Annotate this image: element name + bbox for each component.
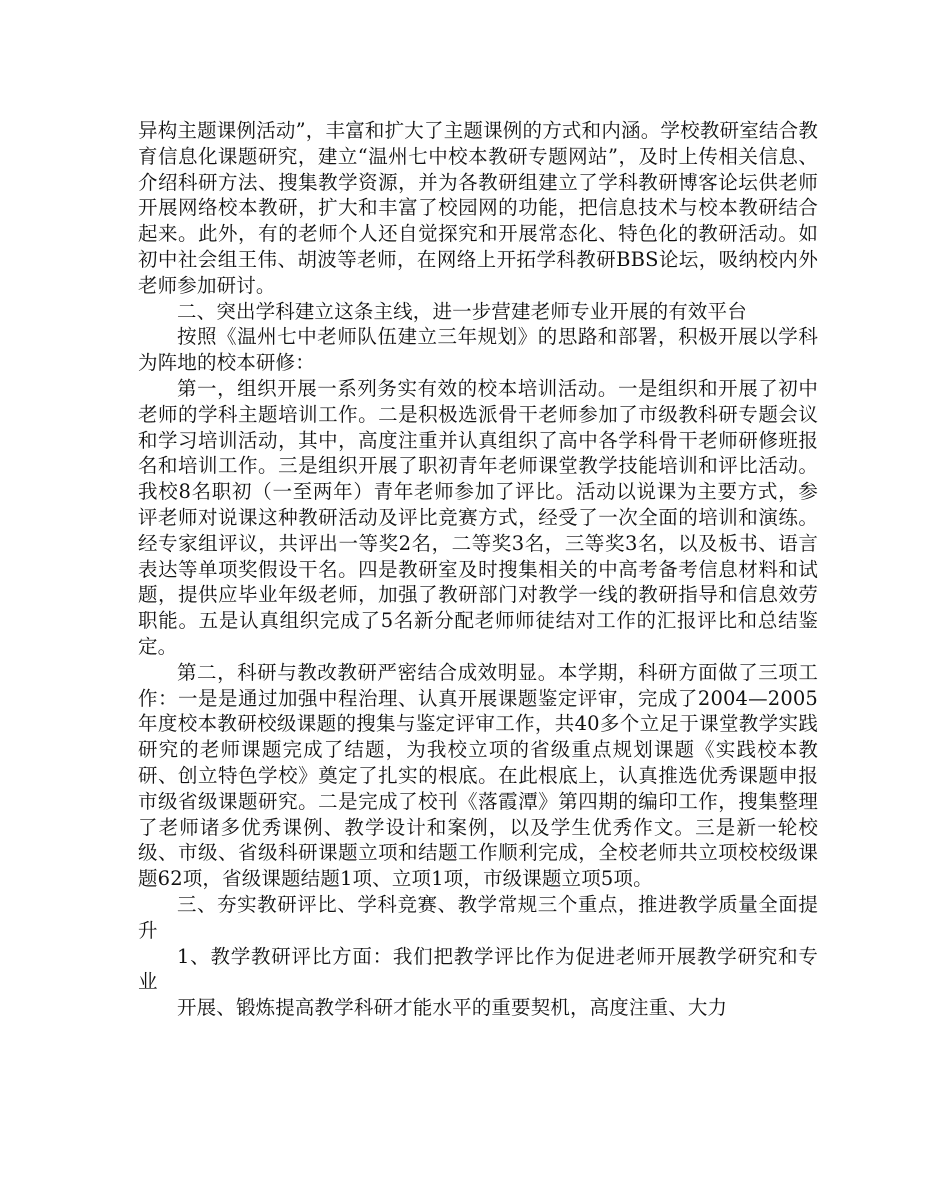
paragraph-plan: 按照《温州七中老师队伍建立三年规划》的思路和部署，积极开展以学科为阵地的校本研修：	[138, 325, 818, 375]
section-heading-2: 二、突出学科建立这条主线，进一步营建老师专业开展的有效平台	[177, 299, 747, 323]
paragraph-second: 第二，科研与教改教研严密结合成效明显。本学期，科研方面做了三项工作：一是是通过加强中程治理、认真开展课题鉴定评审，完成了2004—2005年度校本教研校级课题的搜集与鉴定评审工作，共40多个立足于课堂教学实践研究的老师课题完成了结题，为我校立项的省级重点规划课题《实践校本教研、创立特色学校》奠定了扎实的根底。在此根底上，认真推选优秀课题申报市级省级课题研究。二是完成了校刊《落霞潭》第四期的编印工作，搜集整理了老师诸多优秀课例、教学设计和案例，以及学生优秀作文。三是新一轮校级、市级、省级科研课题立项和结题工作顺利完成，全校老师共立项校校级课题62项，省级课题结题1项、立项1项，市级课题立项5项。	[138, 660, 818, 891]
paragraph-intro-continued: 异构主题课例活动”，丰富和扩大了主题课例的方式和内涵。学校教研室结合教育信息化课题研究，建立“温州七中校本教研专题网站”，及时上传相关信息、介绍科研方法、搜集教学资源，并为各教研组建立了学科教研博客论坛供老师开展网络校本教研，扩大和丰富了校园网的功能，把信息技术与校本教研结合起来。此外，有的老师个人还自觉探究和开展常态化、特色化的教研活动。如初中社会组王伟、胡波等老师，在网络上开拓学科教研BBS论坛，吸纳校内外老师参加研讨。	[138, 119, 818, 297]
paragraph-item-1: 1、教学教研评比方面：我们把教学评比作为促进老师开展教学研究和专业	[138, 944, 818, 994]
paragraph-item-1-continued: 开展、锻炼提高教学科研才能水平的重要契机，高度注重、大力	[177, 996, 728, 1020]
document-body	[138, 118, 818, 1021]
paragraph-first: 第一，组织开展一系列务实有效的校本培训活动。一是组织和开展了初中老师的学科主题培训工作。二是积极选派骨干老师参加了市级教科研专题会议和学习培训活动，其中，高度注重并认真组织了高中各学科骨干老师研修班报名和培训工作。三是组织开展了职初青年老师课堂教学技能培训和评比活动。我校8名职初（一至两年）青年老师参加了评比。活动以说课为主要方式，参评老师对说课这种教研活动及评比竞赛方式，经受了一次全面的培训和演练。经专家组评议，共评出一等奖2名，二等奖3名，三等奖3名，以及板书、语言表达等单项奖假设干名。四是教研室及时搜集相关的中高考备考信息材料和试题，提供应毕业年级老师，加强了教研部门对教学一线的教研指导和信息效劳职能。五是认真组织完成了5名新分配老师师徒结对工作的汇报评比和总结鉴定。	[138, 376, 818, 658]
section-heading-3: 三、夯实教研评比、学科竞赛、教学常规三个重点，推进教学质量全面提升	[138, 892, 818, 942]
